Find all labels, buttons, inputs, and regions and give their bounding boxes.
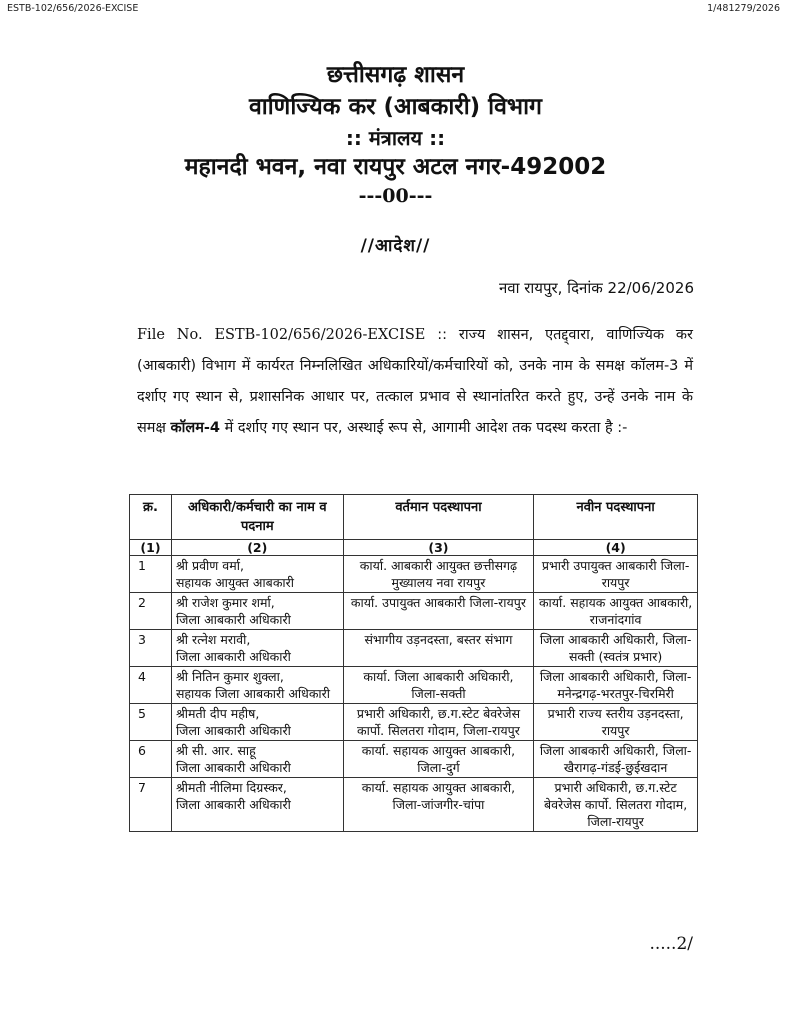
- body-text-part2: में दर्शाए गए स्थान पर, अस्थाई रूप से, आगामी आदेश तक पदस्थ करता है :-: [220, 420, 628, 436]
- file-number: File No. ESTB-102/656/2026-EXCISE: [137, 327, 426, 343]
- col-number: (1): [130, 540, 172, 556]
- current-posting: संभागीय उड़नदस्ता, बस्तर संभाग: [343, 630, 534, 667]
- officer-designation: जिला आबकारी अधिकारी: [175, 649, 291, 664]
- transfer-table: [129, 494, 698, 832]
- new-posting: प्रभारी राज्य स्तरीय उड़नदस्ता, रायपुर: [534, 704, 698, 741]
- header-serial: क्र.: [130, 495, 172, 540]
- document-topbar: [7, 3, 780, 14]
- officer-designation: जिला आबकारी अधिकारी: [175, 760, 291, 775]
- new-posting: जिला आबकारी अधिकारी, जिला-सक्ती (स्वतंत्र प्रभार): [534, 630, 698, 667]
- new-posting: जिला आबकारी अधिकारी, जिला-मनेन्द्रगढ़-भरतपुर-चिरमिरी: [534, 667, 698, 704]
- document-number: 1/481279/2026: [707, 3, 780, 14]
- table-header-row: [130, 495, 698, 540]
- header-current-posting: वर्तमान पदस्थापना: [343, 495, 534, 540]
- table-row: [130, 630, 698, 667]
- header-separator: ---00---: [358, 185, 433, 207]
- officer-name: श्री सी. आर. साहू: [175, 743, 256, 758]
- ministry-label: :: मंत्रालय ::: [345, 126, 446, 150]
- table-row: [130, 667, 698, 704]
- officer-cell: [171, 593, 343, 630]
- current-posting: प्रभारी अधिकारी, छ.ग.स्टेट बेवरेजेस कार्पो. सिलतरा गोदाम, जिला-रायपुर: [343, 704, 534, 741]
- body-text-part1: :: राज्य शासन, एतद्द्वारा, वाणिज्यिक कर (आबकारी) विभाग में कार्यरत निम्नलिखित अधिकारियों/कर्मचारियों को, उनके नाम के समक्ष कॉलम-3 में दर्शाए गए स्थान से, प्रशासनिक आधार पर, तत्काल प्रभाव से स्थानांतरित करते हुए, उन्हें उनके नाम के समक्ष: [137, 327, 693, 436]
- order-body: [137, 320, 693, 444]
- table-row: [130, 778, 698, 832]
- row-serial: 5: [130, 704, 172, 741]
- header-new-posting: नवीन पदस्थापना: [534, 495, 698, 540]
- new-posting: प्रभारी उपायुक्त आबकारी जिला-रायपुर: [534, 556, 698, 593]
- row-serial: 2: [130, 593, 172, 630]
- officer-designation: जिला आबकारी अधिकारी: [175, 723, 291, 738]
- current-posting: कार्या. सहायक आयुक्त आबकारी, जिला-जांजगीर-चांपा: [343, 778, 534, 832]
- officer-name: श्री प्रवीण वर्मा,: [175, 558, 244, 573]
- current-posting: कार्या. आबकारी आयुक्त छत्तीसगढ़ मुख्यालय नवा रायपुर: [343, 556, 534, 593]
- table-row: [130, 593, 698, 630]
- col-number: (3): [343, 540, 534, 556]
- new-posting: जिला आबकारी अधिकारी, जिला-खैरागढ़-गंडई-छुईखदान: [534, 741, 698, 778]
- row-serial: 6: [130, 741, 172, 778]
- officer-cell: [171, 778, 343, 832]
- row-serial: 4: [130, 667, 172, 704]
- officer-name: श्री राजेश कुमार शर्मा,: [175, 595, 275, 610]
- officer-designation: जिला आबकारी अधिकारी: [175, 612, 291, 627]
- row-serial: 1: [130, 556, 172, 593]
- office-address: महानदी भवन, नवा रायपुर अटल नगर-492002: [184, 154, 607, 180]
- officer-cell: [171, 741, 343, 778]
- col-number: (2): [171, 540, 343, 556]
- row-serial: 7: [130, 778, 172, 832]
- new-posting: प्रभारी अधिकारी, छ.ग.स्टेट बेवरेजेस कार्पो. सिलतरा गोदाम, जिला-रायपुर: [534, 778, 698, 832]
- officer-name: श्रीमती दीप महीष,: [175, 706, 260, 721]
- table-row: [130, 741, 698, 778]
- column-number-row: [130, 540, 698, 556]
- table-row: [130, 556, 698, 593]
- letterhead: [0, 64, 791, 206]
- officer-designation: सहायक आयुक्त आबकारी: [175, 575, 295, 590]
- continuation-marker: .....2/: [649, 934, 693, 954]
- officer-cell: [171, 556, 343, 593]
- date-line: नवा रायपुर, दिनांक 22/06/2026: [498, 279, 694, 297]
- department-name: वाणिज्यिक कर (आबकारी) विभाग: [248, 94, 542, 120]
- officer-designation: जिला आबकारी अधिकारी: [175, 797, 291, 812]
- officer-cell: [171, 630, 343, 667]
- officer-cell: [171, 667, 343, 704]
- order-title: //आदेश//: [360, 236, 431, 256]
- body-text-bold: कॉलम-4: [170, 420, 220, 436]
- current-posting: कार्या. उपायुक्त आबकारी जिला-रायपुर: [343, 593, 534, 630]
- col-number: (4): [534, 540, 698, 556]
- officer-name: श्रीमती नीलिमा दिग्रस्कर,: [175, 780, 287, 795]
- header-name: अधिकारी/कर्मचारी का नाम व पदनाम: [171, 495, 343, 540]
- officer-designation: सहायक जिला आबकारी अधिकारी: [175, 686, 331, 701]
- current-posting: कार्या. जिला आबकारी अधिकारी, जिला-सक्ती: [343, 667, 534, 704]
- file-reference: ESTB-102/656/2026-EXCISE: [7, 3, 139, 14]
- officer-name: श्री रत्नेश मरावी,: [175, 632, 251, 647]
- new-posting: कार्या. सहायक आयुक्त आबकारी, राजनांदगांव: [534, 593, 698, 630]
- row-serial: 3: [130, 630, 172, 667]
- officer-name: श्री नितिन कुमार शुक्ला,: [175, 669, 284, 684]
- govt-name: छत्तीसगढ़ शासन: [326, 62, 465, 88]
- current-posting: कार्या. सहायक आयुक्त आबकारी, जिला-दुर्ग: [343, 741, 534, 778]
- officer-cell: [171, 704, 343, 741]
- table-row: [130, 704, 698, 741]
